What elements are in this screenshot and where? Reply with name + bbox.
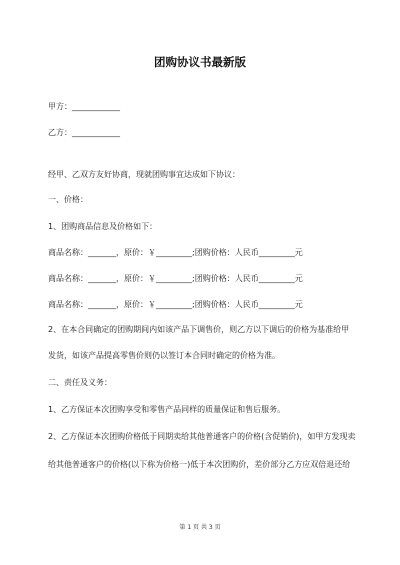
document-title: 团购协议书最新版 bbox=[154, 55, 246, 69]
party-b-line: 乙方：____________ bbox=[48, 128, 120, 137]
product-row: 商品名称：_______，原价：￥_________;团购价格：人民币_________元 bbox=[48, 248, 303, 257]
page-number-footer: 第 1 页 共 3 页 bbox=[179, 524, 221, 531]
section-heading-duties: 二、责任及义务： bbox=[48, 378, 112, 387]
product-row: 商品名称：_______，原价：￥_________;团购价格：人民币_________元 bbox=[48, 274, 303, 283]
party-a-line: 甲方：____________ bbox=[48, 102, 120, 111]
price-clause-2-line: 发货，如该产品提高零售价则仍以签订本合同时确定的价格为准。 bbox=[48, 351, 280, 360]
duty-clause-2-line: 2、乙方保证本次团购价格低于同期卖给其他普通客户的价格(含促销价)，如甲方发现卖 bbox=[48, 432, 356, 441]
duty-clause-2-line: 给其他普通客户的价格(以下称为价格一)低于本次团购价，差价部分乙方应双倍退还给 bbox=[48, 460, 351, 469]
intro-paragraph: 经甲、乙双方友好协商，现就团购事宜达成如下协议： bbox=[48, 170, 240, 179]
duty-clause-1: 1、乙方保证本次团购享受和零售产品同样的质量保证和售后服务。 bbox=[48, 405, 286, 414]
section-heading-price: 一、价格： bbox=[48, 195, 88, 204]
price-clause-1: 1、团购商品信息及价格如下： bbox=[48, 222, 158, 231]
price-clause-2-line: 2、在本合同确定的团购期间内如该产品下调售价，则乙方以下调后的价格为基准给甲 bbox=[48, 325, 350, 334]
product-row: 商品名称：_______，原价：￥_________;团购价格：人民币_________元 bbox=[48, 300, 303, 309]
